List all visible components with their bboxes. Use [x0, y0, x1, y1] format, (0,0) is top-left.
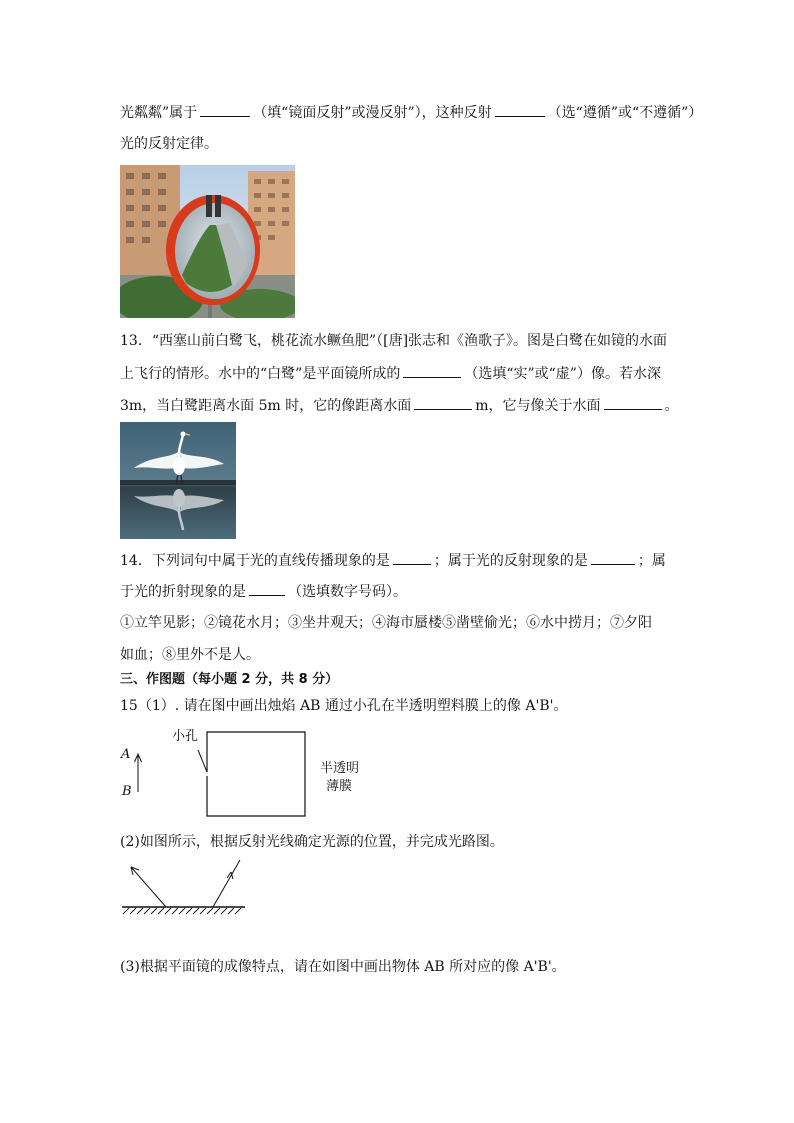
q14-text-a: 14．下列词句中属于光的直线传播现象的是 — [120, 553, 390, 569]
q13-text-a: 上飞行的情形。水中的“白鹭”是平面镜所成的 — [120, 366, 401, 382]
label-film-2: 薄膜 — [326, 779, 353, 794]
answer-blank[interactable] — [414, 395, 472, 410]
q13-text-e: 。 — [664, 398, 679, 414]
q13-line-3 — [120, 395, 679, 416]
q15-part-2: (2)如图所示，根据反射光线确定光源的位置，并完成光路图。 — [120, 834, 504, 850]
q12-text-c: （选“遵循”或“不遵循”） — [547, 105, 703, 121]
pinhole-pointer — [198, 750, 207, 772]
section-title: 三、作图题（每小题 2 分，共 8 分） — [120, 672, 339, 687]
q13-line-2 — [120, 363, 661, 384]
answer-blank[interactable] — [393, 550, 431, 565]
q13-text-c: 3m，当白鹭距离水面 5m 时，它的像距离水面 — [120, 398, 412, 414]
pinhole-diagram — [118, 722, 318, 822]
answer-blank[interactable] — [604, 395, 662, 410]
label-b: B — [122, 784, 132, 799]
q15-part-1: 15（1）. 请在图中画出烛焰 AB 通过小孔在半透明塑料膜上的像 A'B'。 — [120, 698, 568, 714]
q14-line-4: 如血；⑧里外不是人。 — [120, 647, 260, 663]
egret-photo — [120, 422, 236, 539]
q13-text-b: （选填“实”或“虚”）像。若水深 — [464, 366, 661, 382]
q13-text-d: m，它与像关于水面 — [475, 398, 601, 414]
reflected-ray-2 — [213, 860, 240, 907]
q14-line-1 — [120, 550, 666, 571]
label-pinhole: 小孔 — [172, 729, 199, 744]
convex-mirror-photo — [120, 165, 295, 318]
answer-blank[interactable] — [403, 363, 461, 378]
q14-text-b: ；属于光的反射现象的是 — [433, 553, 588, 569]
answer-blank[interactable] — [591, 550, 635, 565]
answer-blank[interactable] — [495, 102, 545, 117]
q14-text-e: （选填数字号码）。 — [288, 584, 407, 600]
reflected-ray-1 — [131, 867, 166, 907]
q12-text-b: （填“镜面反射”或漫反射”），这种反射 — [253, 105, 492, 121]
q12-text-a: 光粼粼”属于 — [120, 105, 198, 121]
q14-text-c: ；属 — [637, 553, 666, 569]
q13-line-1: 13．“西塞山前白鹭飞，桃花流水鳜鱼肥”（[唐]张志和《渔歌子》。图是白鹭在如镜的水面 — [120, 333, 668, 349]
q15-part-3: (3)根据平面镜的成像特点，请在如图中画出物体 AB 所对应的像 A'B'。 — [120, 959, 566, 975]
label-a: A — [121, 747, 131, 762]
q14-text-d: 于光的折射现象的是 — [120, 584, 246, 600]
reflection-diagram — [118, 856, 248, 920]
pinhole-box — [207, 732, 305, 816]
surface-hatching — [123, 908, 241, 914]
q14-line-3: ①立竿见影；②镜花水月；③坐井观天；④海市蜃楼⑤凿壁偷光；⑥水中捞月；⑦夕阳 — [120, 615, 652, 631]
q12-line-1 — [120, 102, 702, 123]
q14-line-2 — [120, 581, 407, 602]
label-film-1: 半透明 — [320, 761, 360, 776]
answer-blank[interactable] — [249, 581, 285, 596]
answer-blank[interactable] — [200, 102, 250, 117]
q12-line-2: 光的反射定律。 — [120, 136, 218, 152]
